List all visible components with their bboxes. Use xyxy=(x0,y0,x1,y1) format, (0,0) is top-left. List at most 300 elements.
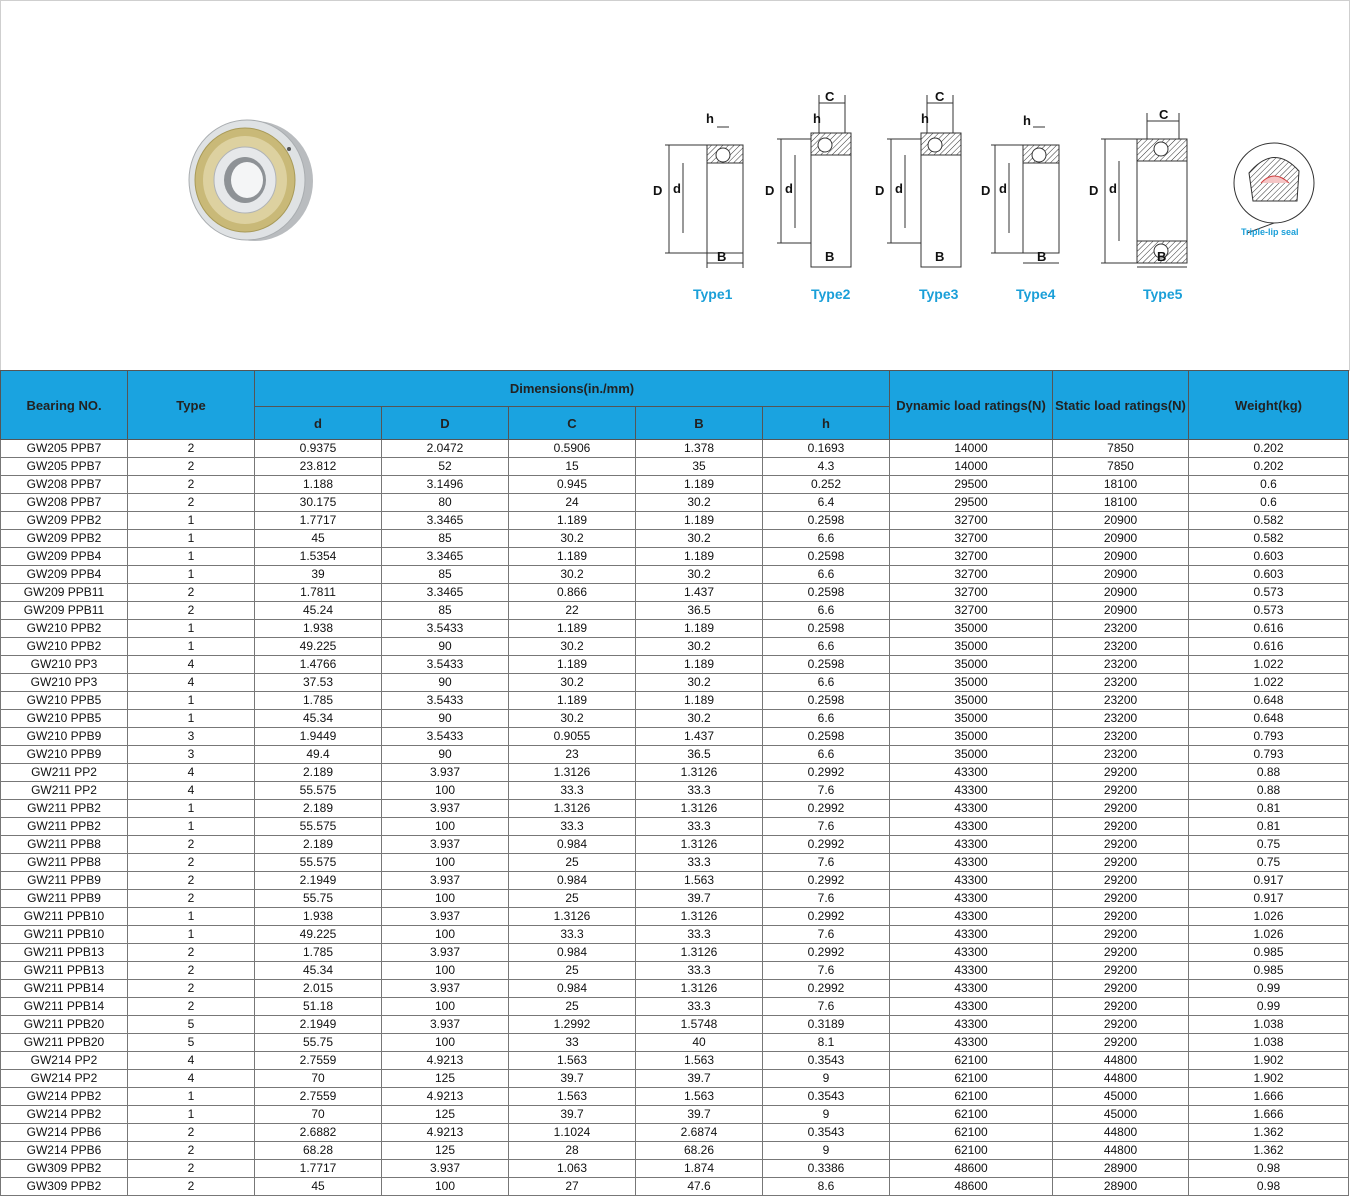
table-cell: 3.5433 xyxy=(382,692,509,710)
triple-lip-seal-label: Triple-lip seal xyxy=(1241,227,1299,237)
table-cell: 6.6 xyxy=(763,566,890,584)
table-cell: 1.938 xyxy=(255,908,382,926)
table-cell: GW211 PPB9 xyxy=(1,872,128,890)
table-cell: 14000 xyxy=(890,458,1053,476)
table-row xyxy=(1,602,1349,620)
table-cell: 4.9213 xyxy=(382,1088,509,1106)
table-cell: 14000 xyxy=(890,440,1053,458)
table-cell: 4 xyxy=(128,764,255,782)
svg-text:D: D xyxy=(653,183,663,198)
svg-text:C: C xyxy=(935,89,945,104)
table-cell: 33.3 xyxy=(509,782,636,800)
table-cell: 30.2 xyxy=(636,494,763,512)
table-cell: 1.189 xyxy=(636,476,763,494)
svg-text:h: h xyxy=(921,111,929,126)
table-cell: 20900 xyxy=(1053,566,1189,584)
table-cell: 55.75 xyxy=(255,890,382,908)
table-cell: 100 xyxy=(382,854,509,872)
table-cell: 43300 xyxy=(890,764,1053,782)
table-cell: 1.188 xyxy=(255,476,382,494)
table-cell: 43300 xyxy=(890,890,1053,908)
table-cell: 100 xyxy=(382,926,509,944)
table-cell: 4 xyxy=(128,656,255,674)
table-cell: 4 xyxy=(128,782,255,800)
table-row xyxy=(1,1034,1349,1052)
table-cell: 2 xyxy=(128,584,255,602)
table-cell: GW211 PP2 xyxy=(1,764,128,782)
table-cell: GW205 PPB7 xyxy=(1,458,128,476)
table-cell: 0.99 xyxy=(1189,980,1349,998)
table-cell: 4 xyxy=(128,674,255,692)
table-row xyxy=(1,476,1349,494)
table-cell: 30.2 xyxy=(636,530,763,548)
table-row xyxy=(1,1142,1349,1160)
table-cell: 23 xyxy=(509,746,636,764)
table-cell: 0.582 xyxy=(1189,530,1349,548)
table-cell: 2 xyxy=(128,962,255,980)
table-cell: 51.18 xyxy=(255,998,382,1016)
table-cell: 0.2598 xyxy=(763,584,890,602)
table-cell: GW214 PPB2 xyxy=(1,1106,128,1124)
table-cell: 1.022 xyxy=(1189,656,1349,674)
table-cell: 23200 xyxy=(1053,674,1189,692)
col-weight: Weight(kg) xyxy=(1189,371,1349,440)
table-cell: 1 xyxy=(128,1088,255,1106)
table-row xyxy=(1,440,1349,458)
table-cell: 1.189 xyxy=(509,620,636,638)
table-cell: 35000 xyxy=(890,674,1053,692)
table-cell: 1.7717 xyxy=(255,512,382,530)
table-cell: 39.7 xyxy=(509,1070,636,1088)
table-row xyxy=(1,854,1349,872)
table-cell: GW309 PPB2 xyxy=(1,1160,128,1178)
table-cell: 3.3465 xyxy=(382,548,509,566)
type1-label: Type1 xyxy=(693,286,733,302)
table-cell: 90 xyxy=(382,674,509,692)
table-cell: 45 xyxy=(255,530,382,548)
table-cell: 3.937 xyxy=(382,872,509,890)
table-cell: 100 xyxy=(382,1034,509,1052)
table-cell: 6.6 xyxy=(763,530,890,548)
table-cell: 7.6 xyxy=(763,890,890,908)
table-cell: 80 xyxy=(382,494,509,512)
table-cell: GW209 PPB11 xyxy=(1,602,128,620)
table-cell: 43300 xyxy=(890,836,1053,854)
table-cell: 90 xyxy=(382,638,509,656)
table-cell: 0.648 xyxy=(1189,710,1349,728)
svg-text:D: D xyxy=(875,183,885,198)
table-row xyxy=(1,710,1349,728)
table-cell: 24 xyxy=(509,494,636,512)
table-cell: 22 xyxy=(509,602,636,620)
table-cell: 30.2 xyxy=(509,566,636,584)
table-cell: 1.5354 xyxy=(255,548,382,566)
table-row xyxy=(1,674,1349,692)
table-cell: 0.917 xyxy=(1189,890,1349,908)
table-cell: 0.2992 xyxy=(763,764,890,782)
table-cell: 1.026 xyxy=(1189,926,1349,944)
table-cell: 2 xyxy=(128,1160,255,1178)
table-cell: 0.75 xyxy=(1189,854,1349,872)
table-cell: 0.793 xyxy=(1189,746,1349,764)
table-cell: 1.437 xyxy=(636,728,763,746)
table-cell: 2 xyxy=(128,872,255,890)
table-cell: 0.3543 xyxy=(763,1052,890,1070)
table-cell: 2.1949 xyxy=(255,872,382,890)
table-row xyxy=(1,620,1349,638)
table-cell: 33.3 xyxy=(636,998,763,1016)
svg-text:d: d xyxy=(895,181,903,196)
table-cell: 4 xyxy=(128,1052,255,1070)
table-cell: 49.225 xyxy=(255,926,382,944)
table-cell: 1 xyxy=(128,710,255,728)
table-cell: 45.34 xyxy=(255,710,382,728)
table-cell: 36.5 xyxy=(636,602,763,620)
table-cell: 0.9055 xyxy=(509,728,636,746)
table-cell: 2 xyxy=(128,458,255,476)
table-cell: GW210 PPB9 xyxy=(1,728,128,746)
table-cell: 100 xyxy=(382,890,509,908)
table-cell: 3.3465 xyxy=(382,584,509,602)
table-cell: 7850 xyxy=(1053,458,1189,476)
table-cell: 43300 xyxy=(890,926,1053,944)
table-cell: 3.937 xyxy=(382,800,509,818)
table-cell: GW211 PPB10 xyxy=(1,926,128,944)
table-cell: 6.6 xyxy=(763,746,890,764)
table-cell: 29500 xyxy=(890,476,1053,494)
table-cell: 25 xyxy=(509,890,636,908)
table-cell: 1.063 xyxy=(509,1160,636,1178)
table-cell: 39 xyxy=(255,566,382,584)
table-cell: 1.3126 xyxy=(509,800,636,818)
table-cell: 43300 xyxy=(890,854,1053,872)
table-cell: 28900 xyxy=(1053,1178,1189,1196)
table-cell: 29200 xyxy=(1053,926,1189,944)
table-cell: 4.9213 xyxy=(382,1124,509,1142)
table-cell: 29200 xyxy=(1053,944,1189,962)
table-cell: 4.9213 xyxy=(382,1052,509,1070)
table-row xyxy=(1,512,1349,530)
table-cell: 0.2992 xyxy=(763,836,890,854)
table-cell: 2.1949 xyxy=(255,1016,382,1034)
table-cell: 2 xyxy=(128,890,255,908)
table-cell: 45 xyxy=(255,1178,382,1196)
table-cell: 0.603 xyxy=(1189,548,1349,566)
table-cell: 0.2598 xyxy=(763,548,890,566)
table-cell: 29200 xyxy=(1053,998,1189,1016)
table-cell: 1.189 xyxy=(636,656,763,674)
table-row xyxy=(1,728,1349,746)
table-cell: 1.902 xyxy=(1189,1070,1349,1088)
table-cell: 3.937 xyxy=(382,1160,509,1178)
table-cell: GW209 PPB4 xyxy=(1,566,128,584)
svg-text:D: D xyxy=(765,183,775,198)
table-cell: 0.573 xyxy=(1189,602,1349,620)
table-cell: 29200 xyxy=(1053,854,1189,872)
table-cell: 43300 xyxy=(890,782,1053,800)
table-cell: 7.6 xyxy=(763,962,890,980)
table-cell: 39.7 xyxy=(636,890,763,908)
table-cell: 32700 xyxy=(890,584,1053,602)
table-cell: 1.9449 xyxy=(255,728,382,746)
table-cell: 0.98 xyxy=(1189,1178,1349,1196)
table-cell: 32700 xyxy=(890,512,1053,530)
table-cell: 0.616 xyxy=(1189,638,1349,656)
table-cell: 32700 xyxy=(890,530,1053,548)
table-cell: 1.189 xyxy=(636,620,763,638)
table-cell: 1 xyxy=(128,800,255,818)
table-cell: 35000 xyxy=(890,692,1053,710)
table-cell: 15 xyxy=(509,458,636,476)
table-cell: 3.937 xyxy=(382,944,509,962)
table-cell: 125 xyxy=(382,1142,509,1160)
table-cell: 1.3126 xyxy=(636,908,763,926)
table-cell: 2 xyxy=(128,1178,255,1196)
table-cell: 1.563 xyxy=(636,1088,763,1106)
table-cell: 0.6 xyxy=(1189,476,1349,494)
table-cell: 3.937 xyxy=(382,764,509,782)
table-cell: 0.202 xyxy=(1189,440,1349,458)
table-cell: 0.648 xyxy=(1189,692,1349,710)
table-cell: 2.189 xyxy=(255,836,382,854)
table-cell: GW209 PPB4 xyxy=(1,548,128,566)
table-cell: 43300 xyxy=(890,1016,1053,1034)
col-static-load: Static load ratings(N) xyxy=(1053,371,1189,440)
table-cell: 1.666 xyxy=(1189,1106,1349,1124)
table-cell: 2 xyxy=(128,854,255,872)
table-cell: 9 xyxy=(763,1142,890,1160)
table-cell: 0.1693 xyxy=(763,440,890,458)
table-cell: 0.75 xyxy=(1189,836,1349,854)
table-cell: GW211 PPB2 xyxy=(1,818,128,836)
table-cell: 1.3126 xyxy=(636,944,763,962)
table-cell: 33.3 xyxy=(636,962,763,980)
table-cell: 2 xyxy=(128,1142,255,1160)
table-cell: 30.2 xyxy=(509,638,636,656)
table-cell: 3 xyxy=(128,728,255,746)
type5-label: Type5 xyxy=(1143,286,1183,302)
table-cell: 0.98 xyxy=(1189,1160,1349,1178)
table-cell: 18100 xyxy=(1053,476,1189,494)
table-cell: 0.984 xyxy=(509,872,636,890)
table-cell: 43300 xyxy=(890,944,1053,962)
table-cell: 1.3126 xyxy=(636,764,763,782)
table-cell: 0.866 xyxy=(509,584,636,602)
table-cell: 2 xyxy=(128,1124,255,1142)
table-cell: 1.378 xyxy=(636,440,763,458)
table-cell: 1.5748 xyxy=(636,1016,763,1034)
table-cell: 30.2 xyxy=(509,530,636,548)
table-cell: GW209 PPB2 xyxy=(1,512,128,530)
table-cell: 0.6 xyxy=(1189,494,1349,512)
table-cell: 1.189 xyxy=(636,512,763,530)
table-row xyxy=(1,746,1349,764)
col-h: h xyxy=(763,407,890,440)
table-cell: 32700 xyxy=(890,548,1053,566)
table-cell: 30.175 xyxy=(255,494,382,512)
table-cell: GW210 PPB5 xyxy=(1,692,128,710)
table-cell: 2.015 xyxy=(255,980,382,998)
table-cell: 2 xyxy=(128,476,255,494)
table-cell: 1.3126 xyxy=(636,980,763,998)
table-cell: GW214 PPB2 xyxy=(1,1088,128,1106)
table-cell: 2 xyxy=(128,836,255,854)
table-row xyxy=(1,548,1349,566)
table-cell: 55.75 xyxy=(255,1034,382,1052)
table-cell: 1 xyxy=(128,548,255,566)
table-cell: GW209 PPB2 xyxy=(1,530,128,548)
table-cell: GW214 PPB6 xyxy=(1,1142,128,1160)
table-cell: 0.2598 xyxy=(763,728,890,746)
table-cell: 1.563 xyxy=(636,872,763,890)
svg-text:h: h xyxy=(706,111,714,126)
table-cell: 0.5906 xyxy=(509,440,636,458)
table-cell: GW211 PPB10 xyxy=(1,908,128,926)
table-cell: 43300 xyxy=(890,908,1053,926)
table-cell: 0.985 xyxy=(1189,944,1349,962)
table-cell: 6.6 xyxy=(763,710,890,728)
table-cell: 0.99 xyxy=(1189,998,1349,1016)
table-cell: GW214 PP2 xyxy=(1,1052,128,1070)
table-cell: 49.225 xyxy=(255,638,382,656)
table-cell: GW210 PP3 xyxy=(1,656,128,674)
table-cell: 1.563 xyxy=(636,1052,763,1070)
table-cell: 35000 xyxy=(890,728,1053,746)
table-cell: GW211 PPB8 xyxy=(1,836,128,854)
table-cell: 62100 xyxy=(890,1106,1053,1124)
table-cell: 1.874 xyxy=(636,1160,763,1178)
table-cell: 0.603 xyxy=(1189,566,1349,584)
table-cell: 1.2992 xyxy=(509,1016,636,1034)
table-cell: 55.575 xyxy=(255,782,382,800)
table-cell: 25 xyxy=(509,962,636,980)
table-cell: 35000 xyxy=(890,710,1053,728)
table-cell: 23200 xyxy=(1053,746,1189,764)
table-cell: 70 xyxy=(255,1106,382,1124)
table-cell: 1.189 xyxy=(636,548,763,566)
table-cell: 1.3126 xyxy=(509,764,636,782)
table-cell: 47.6 xyxy=(636,1178,763,1196)
table-cell: 49.4 xyxy=(255,746,382,764)
table-cell: 1.189 xyxy=(509,548,636,566)
table-cell: 100 xyxy=(382,818,509,836)
table-cell: 8.1 xyxy=(763,1034,890,1052)
table-cell: 90 xyxy=(382,746,509,764)
table-cell: 0.3543 xyxy=(763,1088,890,1106)
table-cell: 0.984 xyxy=(509,836,636,854)
table-cell: 1.437 xyxy=(636,584,763,602)
table-cell: 52 xyxy=(382,458,509,476)
table-cell: 2.0472 xyxy=(382,440,509,458)
table-cell: 1.038 xyxy=(1189,1034,1349,1052)
table-cell: GW210 PPB2 xyxy=(1,620,128,638)
table-row xyxy=(1,800,1349,818)
table-cell: 29200 xyxy=(1053,872,1189,890)
table-cell: 44800 xyxy=(1053,1052,1189,1070)
table-cell: 44800 xyxy=(1053,1070,1189,1088)
table-cell: 33.3 xyxy=(636,782,763,800)
table-cell: 1.4766 xyxy=(255,656,382,674)
table-cell: 44800 xyxy=(1053,1142,1189,1160)
table-row xyxy=(1,1052,1349,1070)
seal-detail-diagram xyxy=(1234,143,1314,233)
table-cell: 29200 xyxy=(1053,782,1189,800)
table-row xyxy=(1,638,1349,656)
table-cell: 43300 xyxy=(890,1034,1053,1052)
table-cell: 48600 xyxy=(890,1178,1053,1196)
table-cell: 36.5 xyxy=(636,746,763,764)
table-cell: 29200 xyxy=(1053,980,1189,998)
table-row xyxy=(1,890,1349,908)
table-row xyxy=(1,584,1349,602)
type2-label: Type2 xyxy=(811,286,851,302)
table-row xyxy=(1,998,1349,1016)
table-cell: 2.189 xyxy=(255,800,382,818)
table-row xyxy=(1,1124,1349,1142)
table-cell: 33.3 xyxy=(636,926,763,944)
table-cell: 3.3465 xyxy=(382,512,509,530)
table-cell: 70 xyxy=(255,1070,382,1088)
table-cell: 30.2 xyxy=(509,710,636,728)
table-cell: 1.785 xyxy=(255,944,382,962)
table-cell: 90 xyxy=(382,710,509,728)
type4-label: Type4 xyxy=(1016,286,1056,302)
svg-text:C: C xyxy=(1159,107,1169,122)
table-cell: 6.6 xyxy=(763,602,890,620)
table-cell: 45.34 xyxy=(255,962,382,980)
bearing-photo xyxy=(185,119,317,241)
table-cell: GW210 PPB2 xyxy=(1,638,128,656)
table-row xyxy=(1,782,1349,800)
table-cell: GW211 PPB14 xyxy=(1,998,128,1016)
table-cell: 1.362 xyxy=(1189,1142,1349,1160)
table-cell: 5 xyxy=(128,1016,255,1034)
table-cell: 20900 xyxy=(1053,584,1189,602)
table-cell: 29200 xyxy=(1053,1034,1189,1052)
table-cell: 1.189 xyxy=(636,692,763,710)
table-cell: 35 xyxy=(636,458,763,476)
table-cell: GW210 PPB9 xyxy=(1,746,128,764)
table-row xyxy=(1,818,1349,836)
table-cell: 2.6882 xyxy=(255,1124,382,1142)
table-cell: 43300 xyxy=(890,800,1053,818)
table-cell: 29200 xyxy=(1053,800,1189,818)
table-cell: 23200 xyxy=(1053,710,1189,728)
table-row xyxy=(1,692,1349,710)
table-cell: 33.3 xyxy=(509,818,636,836)
svg-text:h: h xyxy=(813,111,821,126)
table-row xyxy=(1,656,1349,674)
table-cell: 25 xyxy=(509,854,636,872)
table-cell: 0.81 xyxy=(1189,800,1349,818)
table-cell: 0.945 xyxy=(509,476,636,494)
table-cell: 0.917 xyxy=(1189,872,1349,890)
table-cell: 1 xyxy=(128,926,255,944)
table-cell: 25 xyxy=(509,998,636,1016)
col-d: d xyxy=(255,407,382,440)
table-cell: GW208 PPB7 xyxy=(1,476,128,494)
table-cell: 7.6 xyxy=(763,782,890,800)
table-cell: GW211 PPB9 xyxy=(1,890,128,908)
table-cell: 39.7 xyxy=(636,1070,763,1088)
table-cell: 4 xyxy=(128,1070,255,1088)
table-cell: 1.026 xyxy=(1189,908,1349,926)
table-cell: 55.575 xyxy=(255,818,382,836)
table-cell: 1.3126 xyxy=(509,908,636,926)
table-cell: 30.2 xyxy=(509,674,636,692)
svg-text:C: C xyxy=(825,89,835,104)
table-cell: 0.202 xyxy=(1189,458,1349,476)
